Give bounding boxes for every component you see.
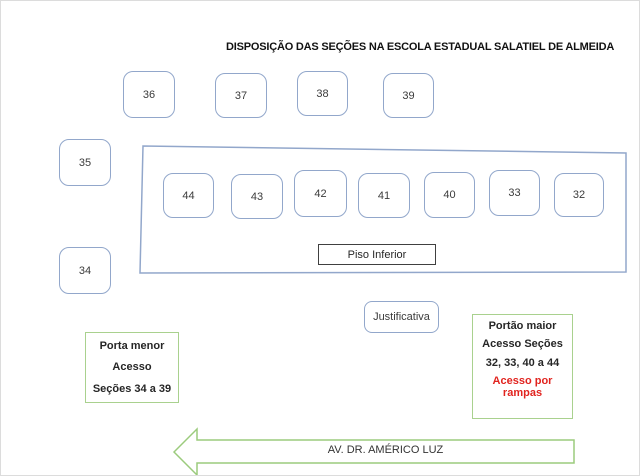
street-name-label: AV. DR. AMÉRICO LUZ — [327, 444, 444, 456]
portao-maior-line2: Acesso Seções — [482, 338, 563, 351]
section-box-40: 40 — [424, 172, 475, 218]
piso-inferior-label: Piso Inferior — [318, 244, 436, 265]
section-box-42: 42 — [294, 170, 347, 217]
page-title: DISPOSIÇÃO DAS SEÇÕES NA ESCOLA ESTADUAL SALATIEL DE ALMEIDA — [226, 41, 615, 53]
section-box-43: 43 — [231, 174, 283, 219]
portao-maior-line3: 32, 33, 40 a 44 — [485, 356, 560, 369]
section-box-34: 34 — [59, 247, 111, 294]
section-box-38: 38 — [297, 71, 348, 116]
portao-maior-line1: Portão maior — [488, 320, 557, 333]
section-box-41: 41 — [358, 173, 410, 218]
porta-menor-line3: Seções 34 a 39 — [92, 383, 172, 396]
section-box-33: 33 — [489, 170, 540, 216]
section-box-44: 44 — [163, 173, 214, 218]
porta-menor-note — [85, 332, 179, 403]
section-box-32: 32 — [554, 173, 604, 217]
section-box-37: 37 — [215, 73, 267, 118]
section-box-36: 36 — [123, 71, 175, 118]
portao-maior-note — [472, 314, 573, 419]
section-box-35: 35 — [59, 139, 111, 186]
section-box-39: 39 — [383, 73, 434, 118]
portao-maior-ramp-alert: Acesso por rampas — [492, 374, 553, 399]
porta-menor-line2: Acesso — [112, 361, 152, 374]
justificativa-box: Justificativa — [364, 301, 439, 333]
porta-menor-line1: Porta menor — [99, 339, 165, 352]
